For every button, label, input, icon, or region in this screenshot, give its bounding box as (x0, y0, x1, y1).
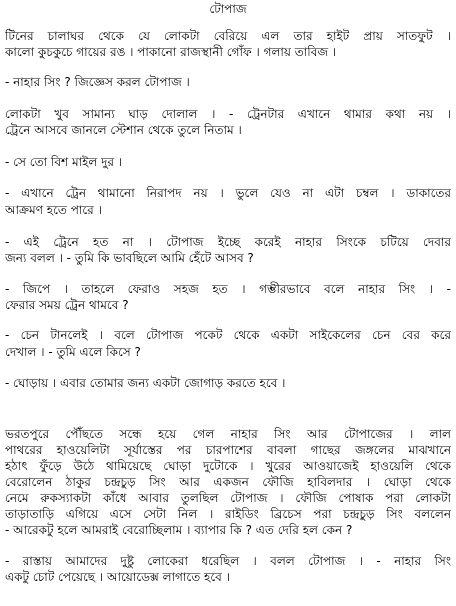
text-line: তাড়াতাড়ি এগিয়ে এসে সেটা নিল । রাইডিং ব্রিচেস পরা চন্দ্রচুড় সিং বললেন (5, 507, 451, 521)
text-line: - সে তো বিশ মাইল দুর । (5, 155, 123, 169)
text-line: কালো কুচকুচে গায়ের রঙ । পাকানো রাজস্থানী গোঁফ । গলায় তাবিজ । (5, 45, 337, 59)
text-line: - নাহার সিং ? জিজ্ঞেস করল টোপাজ । (5, 75, 190, 89)
text-line: - এই ট্রেনে হত না । টোপাজ ইচ্ছে করেই নাহার সিংকে চটিয়ে দেবার (5, 235, 451, 249)
text-line: - ঘোড়ায় । এবার তোমার জন্য একটা জোগাড় করতে হবে । (5, 376, 286, 390)
chapter-title: টোপাজ (209, 2, 247, 16)
text-line: বেরোলেন ঠাকুর চন্দ্রচুড় সিং আর একজন ফৌজি হাবিলদার । ঘোড়া থেকে (5, 475, 451, 489)
text-line: - এখানে ট্রেন থামানো নিরাপদ নয় । ভুলে যেও না এটা চম্বল । ডাকাতের (5, 186, 451, 200)
text-line: পাথরের হাওয়েলিটা সূর্যাস্তের পর চারপাশের বাবলা গাছের জঙ্গলের মাঝখানে (5, 443, 451, 457)
text-line: জন্য বলল । - তুমি কি ভাবছিলে আমি হেঁটে আসব ? (5, 251, 254, 265)
text-line: ভরতপুরে পৌঁছতে সন্ধে হয়ে গেল নাহার সিং আর টোপাজের । লাল (5, 427, 451, 441)
text-line: নেমে রুকস্যাকটা কাঁধে আবার তুলছিল টোপাজ । ফৌজি পোষাক পরা লোকটা (5, 491, 451, 505)
text-line: দেখাল । - তুমি এলে কিসে ? (5, 345, 141, 359)
text-line: টিনের চালাঘর থেকে যে লোকটা বেরিয়ে এল তার হাইট প্রায় সাতফুট । (5, 29, 451, 43)
text-line: ট্রেনে আসবে জানলে স্টেশান থেকে তুলে নিতাম । (5, 123, 242, 137)
text-line: - জিপে । তাহলে ফেরাও সহজ হত । গম্ভীরভাবে বলে নাহার সিং । - (5, 282, 451, 296)
text-line: হঠাৎ ফুঁড়ে উঠে থামিয়েছে ঘোড়া দুটোকে । খুরের আওয়াজেই হাওয়েলি থেকে (5, 459, 451, 473)
text-line: লোকটা খুব সামান্য ঘাড় দোলাল । - ট্রেনটার এখানে থামার কথা নয় । (5, 107, 451, 121)
text-line: - চেন টানলেই । বলে টোপাজ পকেট থেকে একটা সাইকেলের চেন বের করে (5, 328, 451, 342)
text-line: - রাস্তায় আমাদের দুষ্টু লোকেরা ধরেছিল । বলল টোপাজ । - নাহার সিং (5, 554, 451, 568)
text-line: একটু চোট পেয়েছে । আয়োডেক্স লাগাতে হবে । (5, 570, 230, 584)
text-line: আক্রমণ হতে পারে । (5, 203, 102, 217)
text-line: - আরেকটু হলে আমরাই বেরোচ্ছিলাম । ব্যাপার কি ? এত দেরি হল কেন ? (5, 523, 353, 537)
text-line: ফেরার সময় ট্রেন থামবে ? (5, 298, 129, 312)
